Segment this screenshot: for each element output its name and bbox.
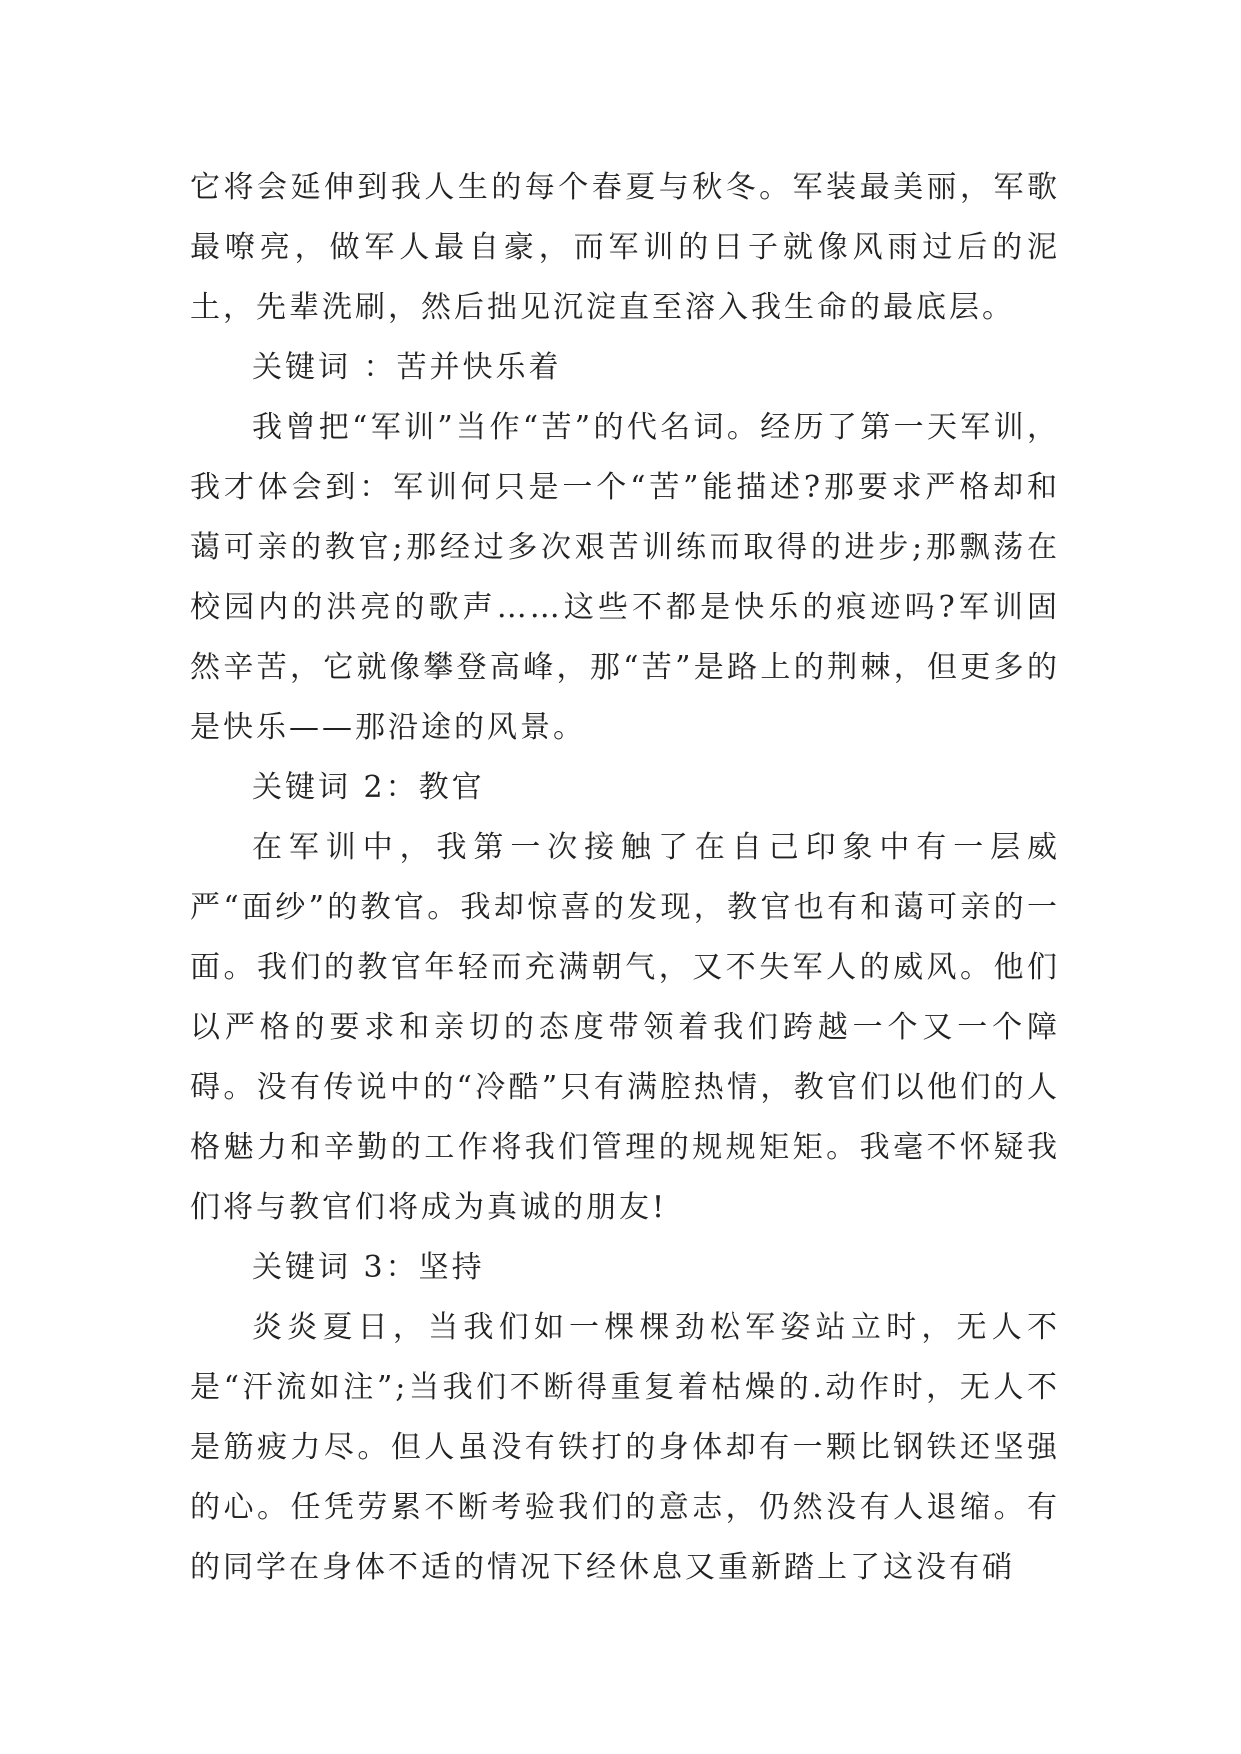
- paragraph-hardship: 我曾把“军训”当作“苦”的代名词。经历了第一天军训，我才体会到：军训何只是一个“苦”能描述?那要求严格却和蔼可亲的教官;那经过多次艰苦训练而取得的进步;那飘荡在校园内的洪亮的歌声……这些不都是快乐的痕迹吗?军训固然辛苦，它就像攀登高峰，那“苦”是路上的荆棘，但更多的是快乐——那沿途的风景。: [190, 410, 1060, 745]
- keyword-heading-2: 关键词 2：教官: [252, 770, 485, 805]
- keyword-heading-1: 关键词 ：苦并快乐着: [252, 350, 562, 385]
- paragraph-persistence: 炎炎夏日，当我们如一棵棵劲松军姿站立时，无人不是“汗流如注”;当我们不断得重复着枯燥的.动作时，无人不是筋疲力尽。但人虽没有铁打的身体却有一颗比钢铁还坚强的心。任凭劳累不断考验我们的意志，仍然没有人退缩。有的同学在身体不适的情况下经休息又重新踏上了这没有硝: [190, 1310, 1060, 1585]
- document-body: [190, 158, 1060, 1598]
- keyword-heading-3: 关键词 3：坚持: [252, 1250, 485, 1285]
- paragraph-intro: 它将会延伸到我人生的每个春夏与秋冬。军装最美丽，军歌最嘹亮，做军人最自豪，而军训的日子就像风雨过后的泥土，先辈洗刷，然后拙见沉淀直至溶入我生命的最底层。: [190, 170, 1060, 325]
- paragraph-instructor: 在军训中，我第一次接触了在自己印象中有一层威严“面纱”的教官。我却惊喜的发现，教官也有和蔼可亲的一面。我们的教官年轻而充满朝气，又不失军人的威风。他们以严格的要求和亲切的态度带领着我们跨越一个又一个障碍。没有传说中的“冷酷”只有满腔热情，教官们以他们的人格魅力和辛勤的工作将我们管理的规规矩矩。我毫不怀疑我们将与教官们将成为真诚的朋友!: [190, 830, 1060, 1225]
